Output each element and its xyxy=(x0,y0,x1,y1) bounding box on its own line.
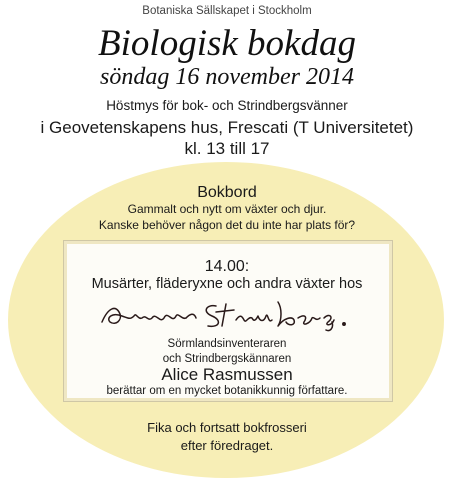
event-subtitle: Höstmys för bok- och Strindbergsvänner xyxy=(106,98,348,113)
event-time: kl. 13 till 17 xyxy=(184,139,270,158)
talk-description: berättar om en mycket botanikkunnig författare. xyxy=(106,385,348,397)
speaker-role-line: Sörmlandsinventeraren xyxy=(167,338,287,350)
speaker-role-line: och Strindbergskännaren xyxy=(162,353,292,365)
bokbord-text-line: Gammalt och nytt om växter och djur. xyxy=(127,202,327,216)
speaker-name: Alice Rasmussen xyxy=(161,365,293,384)
organization-name: Botaniska Sällskapet i Stockholm xyxy=(142,5,312,17)
bokbord-heading: Bokbord xyxy=(197,184,257,201)
event-date: söndag 16 november 2014 xyxy=(100,64,354,90)
talk-title: Musärter, fläderyxne och andra växter hos xyxy=(91,276,363,292)
bokbord-text-line: Kanske behöver någon det du inte har plats för? xyxy=(98,218,356,232)
talk-time: 14.00: xyxy=(204,258,250,275)
outro-line: Fika och fortsatt bokfrosseri xyxy=(147,420,307,435)
event-venue: i Geovetenskapens hus, Frescati (T Universitetet) xyxy=(40,118,414,137)
strindberg-signature xyxy=(98,298,358,332)
event-title: Biologisk bokdag xyxy=(98,23,356,64)
outro-line: efter föredraget. xyxy=(180,438,274,453)
